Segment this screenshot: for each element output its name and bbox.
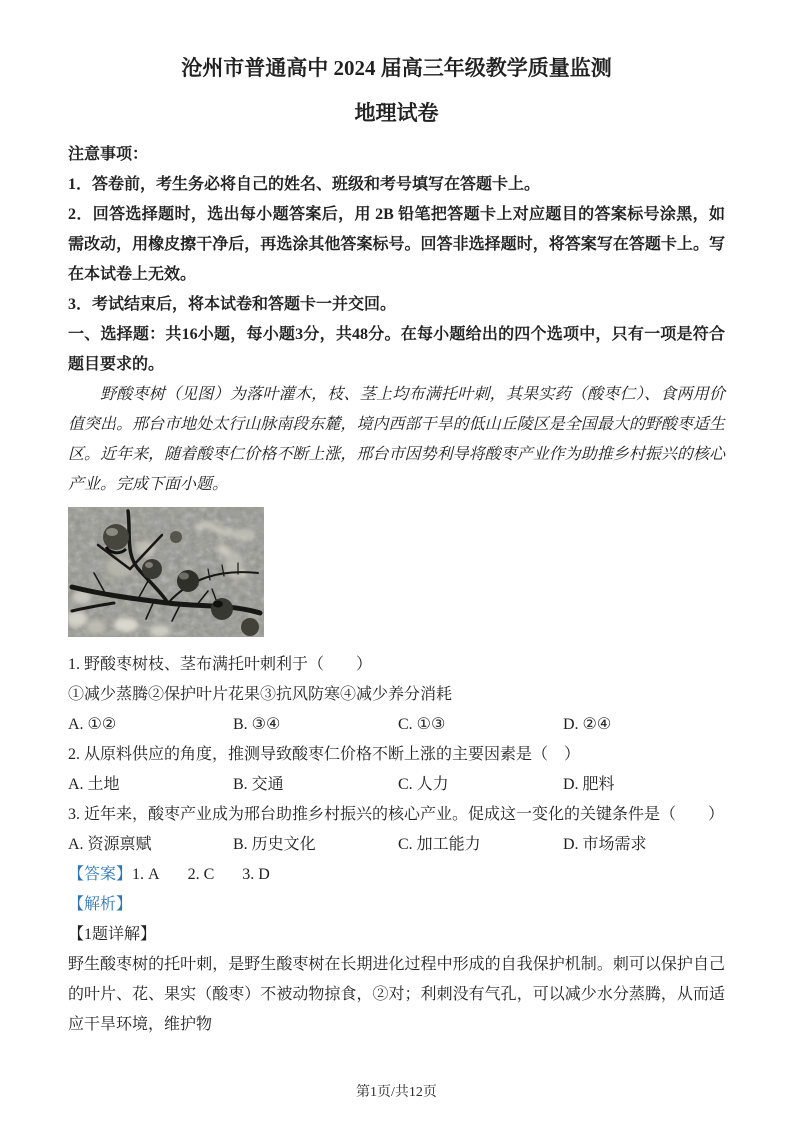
option-c: C. 人力 xyxy=(398,776,449,793)
question-1-options xyxy=(68,710,725,740)
question-3-stem: 3. 近年来，酸枣产业成为邢台助推乡村振兴的核心产业。促成这一变化的关键条件是（ ） xyxy=(68,806,725,823)
notice-item-3: 3．考试结束后，将本试卷和答题卡一并交回。 xyxy=(68,296,397,313)
notice-item-1: 1．答卷前，考生务必将自己的姓名、班级和考号填写在答题卡上。 xyxy=(68,176,541,193)
notice-block xyxy=(68,140,725,320)
answer-1: 1. A xyxy=(132,866,160,883)
notice-item-2: 2．回答选择题时，选出每小题答案后，用 2B 铅笔把答题卡上对应题目的答案标号涂黑，如需改动，用橡皮擦干净后，再选涂其他答案标号。回答非选择题时，将答案写在答题卡上。写在本试卷上无效。 xyxy=(68,206,725,283)
option-b: B. 交通 xyxy=(233,776,284,793)
option-c: C. ①③ xyxy=(398,716,446,733)
analysis-detail-heading: 【1题详解】 xyxy=(68,926,157,943)
passage-text: 野酸枣树（见图）为落叶灌木，枝、茎上均布满托叶刺，其果实药（酸枣仁）、食两用价值突出。邢台市地处太行山脉南段东麓，境内西部干旱的低山丘陵区是全国最大的野酸枣适生区。近年来，随着酸枣仁价格不断上涨，邢台市因势利导将酸枣产业作为助推乡村振兴的核心产业。完成下面小题。 xyxy=(68,386,725,493)
answer-3: 3. D xyxy=(242,866,270,883)
option-b: B. 历史文化 xyxy=(233,836,316,853)
option-c: C. 加工能力 xyxy=(398,836,481,853)
notice-heading: 注意事项： xyxy=(68,146,149,163)
question-2-options xyxy=(68,770,725,800)
answer-label: 【答案】 xyxy=(68,866,133,883)
option-b: B. ③④ xyxy=(233,716,281,733)
question-2-stem: 2. 从原料供应的角度，推测导致酸枣仁价格不断上涨的主要因素是（ ） xyxy=(68,746,581,763)
question-2 xyxy=(68,740,725,800)
question-1-sub: ①减少蒸腾②保护叶片花果③抗风防寒④减少养分消耗 xyxy=(68,686,453,703)
question-1 xyxy=(68,650,725,740)
question-1-stem: 1. 野酸枣树枝、茎布满托叶刺利于（ ） xyxy=(68,656,373,673)
jujube-branch-photo xyxy=(68,507,264,637)
answer-2: 2. C xyxy=(187,866,215,883)
analysis-label: 【解析】 xyxy=(68,896,133,913)
figure xyxy=(68,507,725,637)
page-subtitle: 地理试卷 xyxy=(354,101,439,125)
analysis-detail-text: 野生酸枣树的托叶刺，是野生酸枣树在长期进化过程中形成的自我保护机制。刺可以保护自己的叶片、花、果实（酸枣）不被动物掠食，②对；利刺没有气孔，可以减少水分蒸腾，从而适应干旱环境，维护物 xyxy=(68,956,725,1033)
page-number: 第1页/共12页 xyxy=(356,1085,437,1100)
question-3-options xyxy=(68,830,725,860)
option-d: D. ②④ xyxy=(563,716,612,733)
option-a: A. 土地 xyxy=(68,776,120,793)
question-3 xyxy=(68,800,725,860)
option-a: A. ①② xyxy=(68,716,117,733)
answer-line xyxy=(68,860,725,890)
option-d: D. 市场需求 xyxy=(563,836,647,853)
section-heading: 一、选择题：共16小题，每小题3分，共48分。在每小题给出的四个选项中，只有一项是符合题目要求的。 xyxy=(68,326,725,373)
option-a: A. 资源禀赋 xyxy=(68,836,152,853)
page-title: 沧州市普通高中 2024 届高三年级教学质量监测 xyxy=(181,56,612,80)
option-d: D. 肥料 xyxy=(563,776,615,793)
